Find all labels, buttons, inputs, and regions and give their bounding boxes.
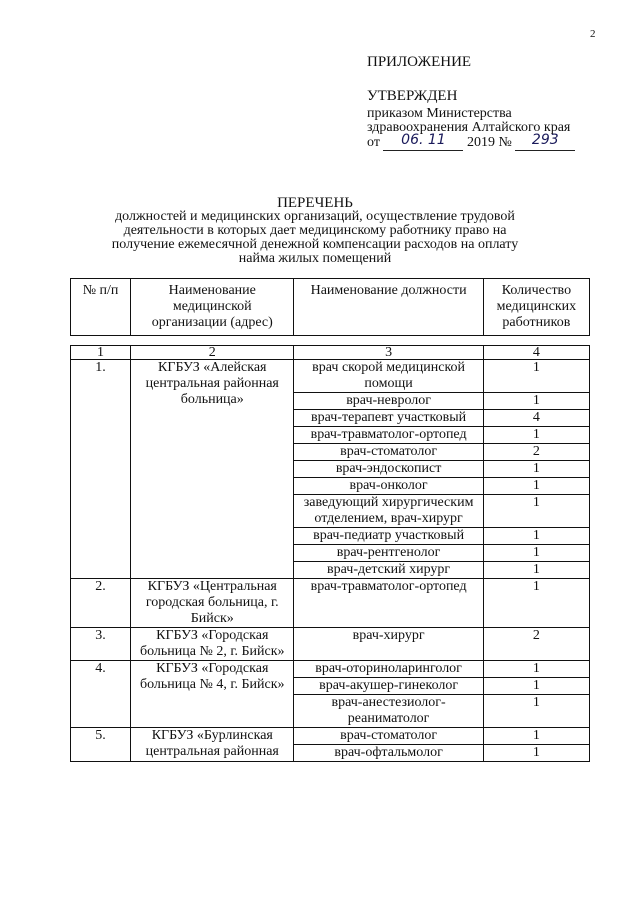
appendix-label: ПРИЛОЖЕНИЕ xyxy=(367,54,472,70)
year-text: 2019 № xyxy=(466,135,512,150)
position-title: врач-стоматолог xyxy=(294,728,483,745)
table-row xyxy=(71,360,590,393)
position-title: врач-хирург xyxy=(294,628,483,661)
table-row xyxy=(71,661,590,678)
worker-count: 1 xyxy=(483,745,589,762)
heading-title: ПЕРЕЧЕНЬ xyxy=(277,195,353,211)
position-title: врач-эндоскопист xyxy=(294,461,483,478)
organization-name: КГБУЗ «Бурлинская центральная районная xyxy=(131,728,294,762)
worker-count: 2 xyxy=(483,628,589,661)
column-number: 2 xyxy=(131,346,294,360)
position-title: врач скорой медицинской помощи xyxy=(294,360,483,393)
header-count: Количество медицинских работников xyxy=(483,279,589,336)
worker-count: 1 xyxy=(483,427,589,444)
position-title: врач-анестезиолог-реаниматолог xyxy=(294,695,483,728)
page-number: 2 xyxy=(590,28,596,40)
row-number: 4. xyxy=(71,661,131,728)
worker-count: 1 xyxy=(483,495,589,528)
position-title: врач-офтальмолог xyxy=(294,745,483,762)
table-row xyxy=(71,728,590,745)
position-title: врач-терапевт участковый xyxy=(294,410,483,427)
handwritten-number: 293 xyxy=(531,132,559,148)
approval-line-2: здравоохранения Алтайского края xyxy=(367,120,571,135)
worker-count: 1 xyxy=(483,695,589,728)
position-title: врач-оториноларинголог xyxy=(294,661,483,678)
approval-line-1: приказом Министерства xyxy=(367,106,512,121)
header-org: Наименование медицинской организации (адрес) xyxy=(131,279,294,336)
heading-subtitle: должностей и медицинских организаций, осуществление трудовой деятельности в которых дает медицинскому работнику право на получение ежемесячной денежной компенсации расходов на оплату найма жилых помещений xyxy=(111,209,519,266)
worker-count: 1 xyxy=(483,360,589,393)
worker-count: 1 xyxy=(483,678,589,695)
worker-count: 1 xyxy=(483,461,589,478)
row-number: 5. xyxy=(71,728,131,762)
row-number: 2. xyxy=(71,579,131,628)
organization-name: КГБУЗ «Алейская центральная районная больница» xyxy=(131,360,294,579)
organization-name: КГБУЗ «Городская больница № 4, г. Бийск» xyxy=(131,661,294,728)
position-title: врач-стоматолог xyxy=(294,444,483,461)
row-number: 1. xyxy=(71,360,131,579)
column-number: 4 xyxy=(483,346,589,360)
worker-count: 1 xyxy=(483,562,589,579)
organization-name: КГБУЗ «Центральная городская больница, г. Бийск» xyxy=(131,579,294,628)
column-number: 3 xyxy=(294,346,483,360)
worker-count: 1 xyxy=(483,545,589,562)
table-row xyxy=(71,579,590,628)
handwritten-date: 06. 11 xyxy=(401,132,446,148)
header-position: Наименование должности xyxy=(294,279,483,336)
worker-count: 1 xyxy=(483,579,589,628)
organization-name: КГБУЗ «Городская больница № 2, г. Бийск» xyxy=(131,628,294,661)
date-prefix: от xyxy=(367,135,380,150)
position-title: врач-рентгенолог xyxy=(294,545,483,562)
worker-count: 1 xyxy=(483,728,589,745)
position-title: врач-травматолог-ортопед xyxy=(294,427,483,444)
worker-count: 4 xyxy=(483,410,589,427)
position-title: заведующий хирургическим отделением, врач-хирург xyxy=(294,495,483,528)
document-heading xyxy=(100,196,530,266)
position-title: врач-онколог xyxy=(294,478,483,495)
approval-block xyxy=(367,55,607,151)
header-num: № п/п xyxy=(71,279,131,336)
row-number: 3. xyxy=(71,628,131,661)
order-number-field xyxy=(515,132,575,151)
column-number: 1 xyxy=(71,346,131,360)
header-table xyxy=(70,278,590,336)
position-title: врач-травматолог-ортопед xyxy=(294,579,483,628)
approval-date-line xyxy=(367,132,607,151)
position-title: врач-акушер-гинеколог xyxy=(294,678,483,695)
approved-label: УТВЕРЖДЕН xyxy=(367,88,458,104)
worker-count: 1 xyxy=(483,478,589,495)
table-row xyxy=(71,628,590,661)
positions-table xyxy=(70,345,590,762)
date-field xyxy=(383,132,463,151)
position-title: врач-педиатр участковый xyxy=(294,528,483,545)
worker-count: 1 xyxy=(483,528,589,545)
worker-count: 1 xyxy=(483,393,589,410)
position-title: врач-детский хирург xyxy=(294,562,483,579)
position-title: врач-невролог xyxy=(294,393,483,410)
worker-count: 1 xyxy=(483,661,589,678)
worker-count: 2 xyxy=(483,444,589,461)
column-number-row xyxy=(71,346,590,360)
